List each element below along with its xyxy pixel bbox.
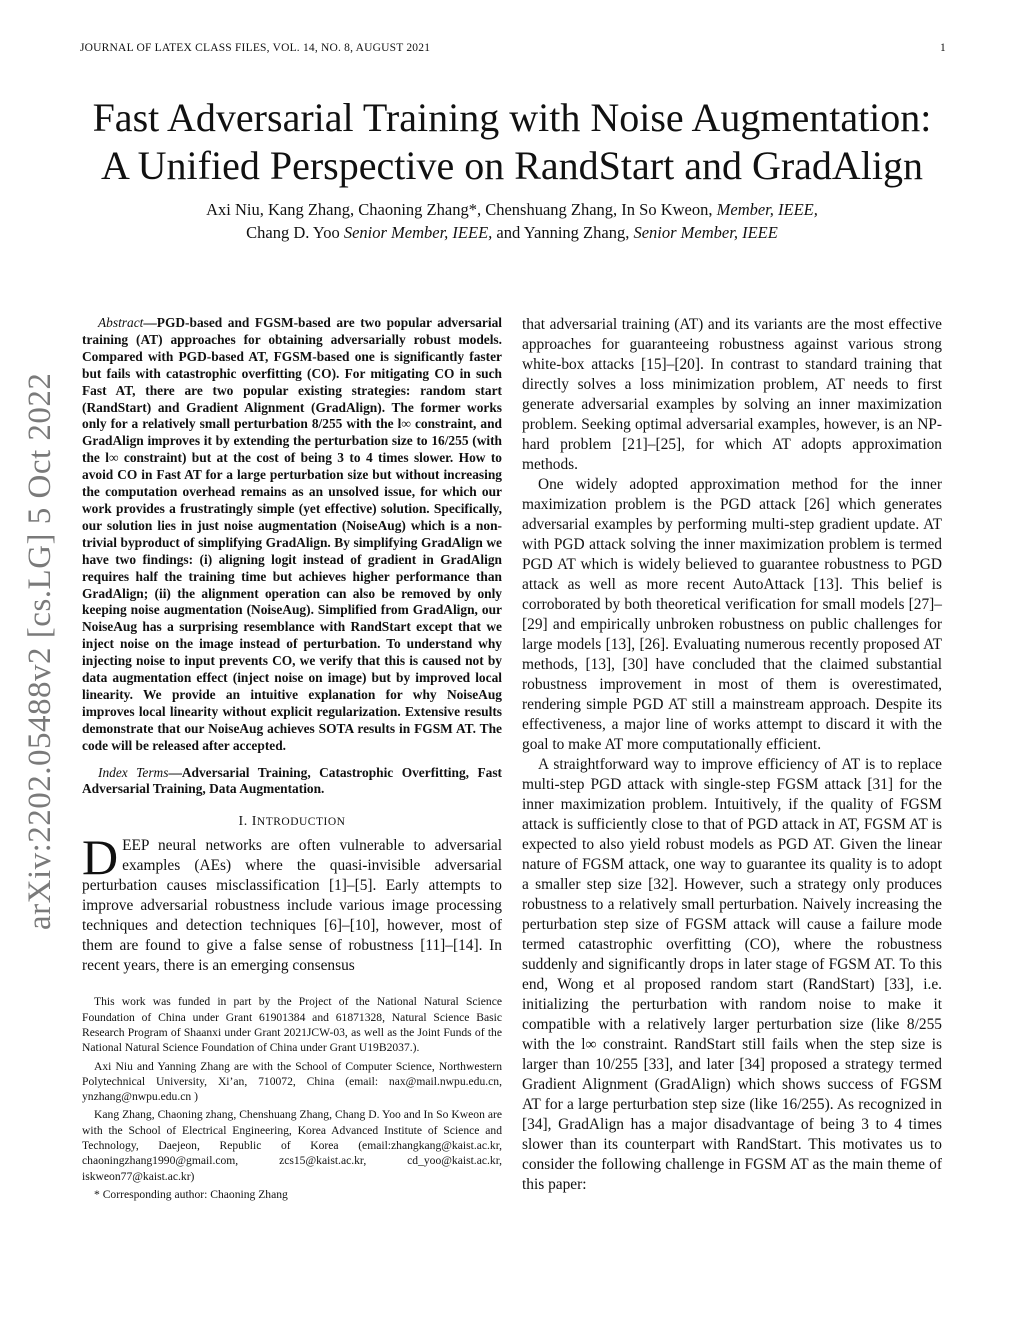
authors-and: and Yanning Zhang, [496, 223, 630, 242]
section-numeral: I. [238, 814, 248, 830]
authors-line-2 [60, 221, 964, 244]
body-paragraph: One widely adopted approximation method for the inner maximization problem is the PGD attack [26] which generates adversarial examples by performing multi-step gradient update. AT with PGD attack solving the inner maximization problem is termed PGD AT which is widely believed to guarantee robustness to PGD attack as well as more recent AutoAttack [13]. This belief is corroborated by both theoretical verification for small models [27]–[29] and empirically unbroken robustness on public challenges for large models [13], [26]. Evaluating numerous recently proposed AT methods, [13], [30] have concluded that the claimed substantial robustness improvement in most of them is overestimated, rendering simple PGD AT still a mainstream approach. Despite its effectiveness, a major line of works attempt to discard it with the goal to make AT more computationally efficient. [522, 476, 942, 753]
running-header [80, 42, 946, 54]
footnote-affiliation-kaist: Kang Zhang, Chaoning zhang, Chenshuang Zhang, Chang D. Yoo and In So Kweon are with the School of Electrical Engineering, Korea Advanced Institute of Science and Technology, Daejeon, Republic of Korea (email:zhangkang@kaist.ac.kr, chaoningzhang1990@gmail.com, zcs15@kaist.ac.kr, cd_yoo@kaist.ac.kr, iskweon77@kaist.ac.kr) [82, 1108, 502, 1183]
index-terms-label: Index Terms [98, 764, 169, 780]
intro-paragraph [82, 829, 502, 976]
abstract-label: Abstract [98, 315, 144, 330]
journal-name: JOURNAL OF LATEX CLASS FILES, VOL. 14, NO. 8, AUGUST 2021 [80, 42, 431, 54]
index-terms-text: —Adversarial Training, Catastrophic Overfitting, Fast Adversarial Training, Data Augmentation. [82, 764, 502, 797]
section-title-initial: I [251, 814, 257, 830]
title-line-2: A Unified Perspective on RandStart and GradAlign [100, 143, 924, 188]
authors-role-3: Senior Member, IEEE [633, 223, 778, 242]
authors-role-2: Senior Member, IEEE, [343, 223, 493, 242]
author-list [60, 198, 964, 244]
footnote-funding: This work was funded in part by the Project of the National Natural Science Foundation of China under Grant 61901384 and 61871328, Natural Science Basic Research Program of Shaanxi under Grant 2021JCW-03, as well as the Joint Funds of the National Natural Science Foundation of China under Grant U19B2037.). [82, 995, 502, 1055]
right-column [522, 315, 942, 1195]
footnote-corresponding: * Corresponding author: Chaoning Zhang [94, 1187, 288, 1201]
title-line-1: Fast Adversarial Training with Noise Augmentation: [92, 95, 932, 140]
footnote-affiliation-nwpu: Axi Niu and Yanning Zhang are with the School of Computer Science, Northwestern Polytechnical University, Xi’an, 710072, China (email: nax@mail.nwpu.edu.cn, ynzhang@nwpu.edu.cn ) [82, 1059, 502, 1104]
section-heading [82, 814, 502, 830]
authors-name-yoo: Chang D. Yoo [246, 223, 340, 242]
page-number: 1 [940, 42, 946, 54]
abstract-text: —PGD-based and FGSM-based are two popular adversarial training (AT) approaches for obtaining adversarially robust models. Compared with PGD-based AT, FGSM-based one is significantly faster but fails with catastrophic overfitting (CO). For mitigating CO in such Fast AT, there are two popular existing strategies: random start (RandStart) and Gradient Alignment (GradAlign). The former works only for a relatively small perturbation 8/255 with the l∞ constraint, and GradAlign improves it by extending the perturbation size to 16/255 (with the l∞ constraint) but at the cost of being 3 to 4 times slower. How to avoid CO in Fast AT for a large perturbation size but without increasing the computation overhead remains as an unsolved issue, for which our work provides a frustratingly simple (yet effective) solution. Specifically, our solution lies in just noise augmentation (NoiseAug) which is a non-trivial byproduct of simplifying GradAlign. By simplifying GradAlign we have two findings: (i) aligning logit instead of gradient in GradAlign requires half the training time but achieves higher performance than GradAlign; (ii) the alignment operation can also be removed by only keeping noise augmentation (NoiseAug). Simplified from GradAlign, our NoiseAug has a surprising resemblance with RandStart except that we inject noise on the image instead of perturbation. To understand why injecting noise to input prevents CO, we verify that this is caused not by data augmentation effect (inject noise on image) but by improved local linearity. We provide an intuitive explanation for why NoiseAug improves local linearity without explicit regularization. Extensive results demonstrate that our NoiseAug achieves SOTA results in FGSM AT. The code will be released after accepted. [82, 315, 502, 753]
intro-text: EEP neural networks are often vulnerable to adversarial examples (AEs) where the quasi-invisible adversarial perturbation causes misclassification [1]–[5]. Early attempts to improve adversarial robustness include various image processing techniques and detection techniques [6]–[10], however, most of them are found to give a false sense of robustness [11]–[14]. In recent years, there is an emerging consensus [82, 837, 502, 975]
footnotes [82, 994, 502, 1202]
authors-role-1: Member, IEEE, [716, 200, 818, 219]
paper-title [40, 94, 984, 190]
arxiv-stamp: arXiv:2202.05488v2 [cs.LG] 5 Oct 2022 [22, 372, 58, 930]
drop-cap: D [82, 829, 119, 886]
abstract [82, 315, 502, 755]
body-paragraph: A straightforward way to improve efficiency of AT is to replace multi-step PGD attack with single-step FGSM attack [31] for the inner maximization problem. Intuitively, if the quality of FGSM attack is sufficiently close to that of PGD attack in AT, FGSM AT is expected to also yield robust models as PGD AT. Given the linear nature of FGSM attack, one way to guarantee its quality is to adopt a smaller step size [32]. However, such a strategy only produces robustness to a relatively small perturbation. Naively increasing the perturbation step size of FGSM attack will cause a failure mode termed catastrophic overfitting (CO), where the robustness suddenly and significantly drops in later stage of FGSM AT. To this end, Wong et al proposed random start (RandStart) [33], i.e. initializing the perturbation with random noise to make it compatible with a relatively larger perturbation size (like 8/255 with the l∞ constraint. RandStart still fails when the step size is larger than 10/255 [33], and later [34] proposed a strategy termed Gradient Alignment (GradAlign) which shows success of FGSM AT for a large perturbation step size (like 16/255). As recognized in [34], GradAlign has a major disadvantage of being 3 to 4 times slower than its counterpart with RandStart. This motivates us to consider the following challenge in FGSM AT as the main theme of this paper: [522, 756, 942, 1193]
authors-line-1 [60, 198, 964, 221]
section-title-rest: NTRODUCTION [256, 816, 346, 829]
index-terms [82, 765, 502, 799]
authors-names-1: Axi Niu, Kang Zhang, Chaoning Zhang*, Chenshuang Zhang, In So Kweon, [206, 200, 713, 219]
body-paragraph: that adversarial training (AT) and its variants are the most effective approaches for guaranteeing robustness against various strong white-box attacks [15]–[20]. In contrast to standard training that directly solves a loss minimization problem, AT needs to first generate adversarial examples by solving an inner maximization problem. Seeking optimal adversarial examples, however, is an NP-hard problem [21]–[25], for which AT adopts approximation methods. [522, 316, 942, 473]
left-column [82, 315, 502, 1205]
